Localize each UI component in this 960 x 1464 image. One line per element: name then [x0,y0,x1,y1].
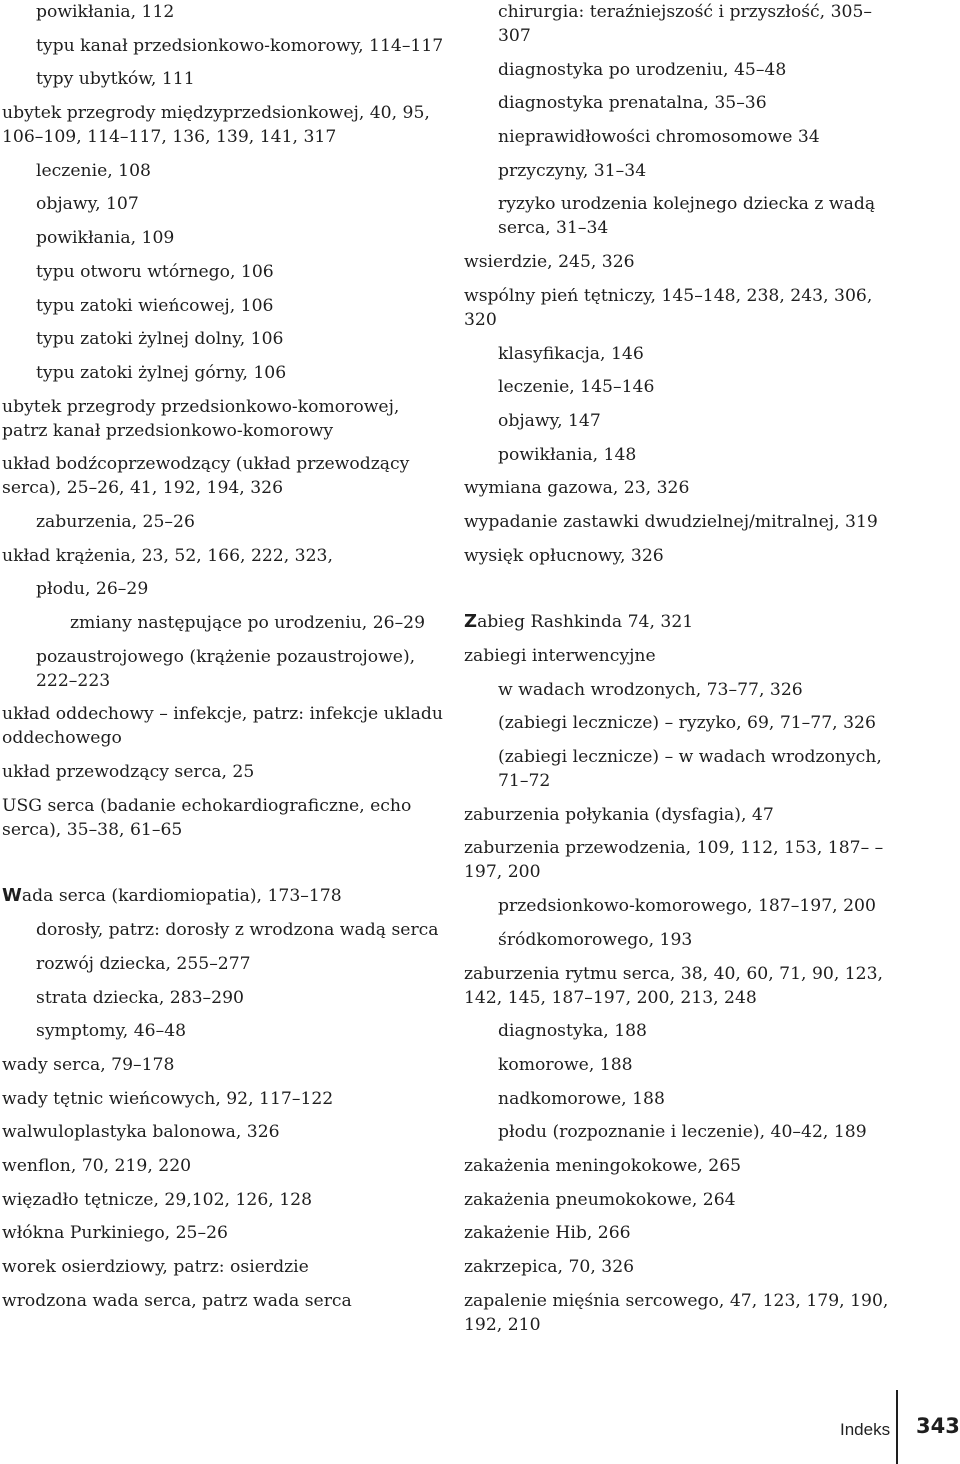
index-entry-text: diagnostyka prenatalna, 35–36 [498,93,767,114]
index-entry-text: przedsionkowo-komorowego, 187–197, 200 [498,896,876,917]
index-entry-text: płodu (rozpoznanie i leczenie), 40–42, 189 [498,1122,867,1143]
index-entry-text: leczenie, 108 [36,160,151,181]
index-entry [464,1221,904,1245]
page-number: 343 [916,1414,960,1438]
index-entry [464,476,904,500]
index-entry [2,1221,447,1245]
index-entry [2,101,447,149]
index-entry-text: komorowe, 188 [498,1054,633,1075]
footer-divider [896,1390,898,1464]
index-entry-text: chirurgia: teraźniejszość i przyszłość, 305–307 [498,2,873,46]
index-entry-text: śródkomorowego, 193 [498,929,693,950]
index-entry [464,510,904,534]
index-entry [2,1289,447,1313]
index-entry [2,1120,447,1144]
index-subentry [464,375,904,399]
index-entry-text: ubytek przegrody międzyprzedsionkowej, 40, 95, 106–109, 114–117, 136, 139, 141, 317 [2,103,430,148]
index-entry-text: zakażenia meningokokowe, 265 [464,1155,742,1176]
index-entry-text: objawy, 107 [36,194,139,215]
index-entry-text: włókna Purkiniego, 25–26 [2,1223,228,1244]
index-entry-text: strata dziecka, 283–290 [36,987,244,1008]
index-entry-text: typu otworu wtórnego, 106 [36,261,274,282]
index-entry-text: układ bodźcoprzewodzący (układ przewodzący serca), 25–26, 41, 192, 194, 326 [2,454,410,499]
index-entry [2,452,447,500]
index-entry-text: zakażenie Hib, 266 [464,1223,631,1244]
index-entry [464,1154,904,1178]
index-subentry [2,986,447,1010]
index-entry-text: typu zatoki wieńcowej, 106 [36,295,274,316]
index-entry [464,803,904,827]
index-subentry [464,928,904,952]
section-initial-letter: W [2,885,22,907]
index-subentry [464,711,904,735]
index-subentry [2,952,447,976]
index-entry [464,1289,904,1337]
index-subentry [2,918,447,942]
index-entry-text: więzadło tętnicze, 29,102, 126, 128 [2,1189,313,1210]
index-entry-text: walwuloplastyka balonowa, 326 [2,1122,280,1143]
index-entry-text: ubytek przegrody przedsionkowo-komorowej, patrz kanał przedsionkowo-komorowy [2,396,400,441]
index-subentry [464,1019,904,1043]
index-entry-text: powikłania, 109 [36,228,175,249]
index-entry-text: objawy, 147 [498,410,601,431]
index-subentry [464,1120,904,1144]
index-entry-text: dorosły, patrz: dorosły z wrodzona wadą serca [36,920,439,941]
index-subentry [2,611,447,635]
index-entry-text: płodu, 26–29 [36,579,149,600]
index-subentry [464,443,904,467]
index-entry-text: wysięk opłucnowy, 326 [464,545,664,566]
index-entry-text: zaburzenia rytmu serca, 38, 40, 60, 71, 90, 123, 142, 145, 187–197, 200, 213, 248 [464,963,884,1008]
index-subentry [464,409,904,433]
index-entry-text: (zabiegi lecznicze) – ryzyko, 69, 71–77, 326 [498,713,876,734]
index-subentry [2,645,447,693]
index-subentry [2,510,447,534]
index-entry [2,1053,447,1077]
index-subentry [464,91,904,115]
index-entry-text: wymiana gazowa, 23, 326 [464,478,690,499]
index-subentry [2,67,447,91]
section-initial-letter: Z [464,611,478,633]
index-entry [2,395,447,443]
index-subentry [464,58,904,82]
index-subentry [464,894,904,918]
index-subentry [464,159,904,183]
index-entry-text: zaburzenia połykania (dysfagia), 47 [464,804,774,825]
index-entry-text: układ oddechowy – infekcje, patrz: infekcje ukladu oddechowego [2,704,443,749]
index-subentry [464,342,904,366]
index-entry-text: powikłania, 148 [498,444,637,465]
index-entry-text: (zabiegi lecznicze) – w wadach wrodzonych, 71–72 [498,747,882,792]
index-entry-text: ada serca (kardiomiopatia), 173–178 [21,886,342,907]
index-entry [2,884,447,908]
index-entry [464,644,904,668]
index-entry-text: zmiany następujące po urodzeniu, 26–29 [70,613,426,633]
index-entry-text: USG serca (badanie echokardiograficzne, echo serca), 35–38, 61–65 [2,795,412,840]
index-entry-text: wady tętnic wieńcowych, 92, 117–122 [2,1088,334,1109]
index-entry [2,544,447,568]
index-entry-text: zakażenia pneumokokowe, 264 [464,1189,736,1210]
footer-section-label: Indeks [840,1420,891,1439]
index-subentry [2,327,447,351]
index-entry-text: zaburzenia, 25–26 [36,511,195,532]
index-entry [2,1087,447,1111]
index-entry-text: zapalenie mięśnia sercowego, 47, 123, 179, 190, 192, 210 [464,1290,889,1335]
index-entry-text: zaburzenia przewodzenia, 109, 112, 153, 187– –197, 200 [464,838,884,883]
index-subentry [464,125,904,149]
index-subentry [2,0,447,24]
index-entry-text: nadkomorowe, 188 [498,1088,665,1109]
index-entry-text: abieg Rashkinda 74, 321 [477,612,694,633]
index-entry [2,794,447,842]
index-subentry [464,192,904,240]
index-entry-text: typy ubytków, 111 [36,69,195,90]
index-entry-text: pozaustrojowego (krążenie pozaustrojowe), 222–223 [36,646,416,691]
index-subentry [2,294,447,318]
index-entry-text: klasyfikacja, 146 [498,343,644,364]
index-entry-text: nieprawidłowości chromosomowe 34 [498,127,820,148]
index-entry-text: wsierdzie, 245, 326 [464,252,635,273]
index-entry-text: w wadach wrodzonych, 73–77, 326 [498,679,803,700]
index-entry [464,962,904,1010]
index-subentry [2,226,447,250]
index-subentry [2,577,447,601]
section-gap [464,577,904,610]
index-entry-text: symptomy, 46–48 [36,1021,187,1042]
index-entry-text: układ krążenia, 23, 52, 166, 222, 323, [2,545,333,566]
index-subentry [2,192,447,216]
index-subentry [464,1053,904,1077]
index-entry [464,1188,904,1212]
index-entry [464,836,904,884]
index-entry-text: diagnostyka po urodzeniu, 45–48 [498,59,787,80]
index-entry-text: typu zatoki żylnej górny, 106 [36,362,287,383]
index-entry [464,1255,904,1279]
index-subentry [464,1087,904,1111]
index-entry-text: układ przewodzący serca, 25 [2,762,255,783]
index-entry-text: ryzyko urodzenia kolejnego dziecka z wadą serca, 31–34 [498,194,876,239]
index-entry-text: wenflon, 70, 219, 220 [2,1155,192,1176]
index-entry-text: wady serca, 79–178 [2,1054,175,1075]
index-entry [464,544,904,568]
index-entry-text: diagnostyka, 188 [498,1021,647,1042]
index-subentry [464,745,904,793]
index-entry-text: wypadanie zastawki dwudzielnej/mitralnej, 319 [464,511,878,532]
index-entry [2,1188,447,1212]
index-entry [2,760,447,784]
index-entry-text: wrodzona wada serca, patrz wada serca [2,1290,352,1311]
index-entry [464,284,904,332]
index-entry-text: zabiegi interwencyjne [464,646,656,666]
section-gap [2,851,447,884]
index-subentry [2,361,447,385]
index-entry-text: wspólny pień tętniczy, 145–148, 238, 243, 306, 320 [464,285,873,330]
index-subentry [2,34,447,58]
index-entry-text: zakrzepica, 70, 326 [464,1257,635,1277]
index-entry-text: typu kanał przedsionkowo-komorowy, 114–117 [36,35,444,56]
index-entry-text: typu zatoki żylnej dolny, 106 [36,329,284,350]
index-entry [464,250,904,274]
index-entry [2,702,447,750]
index-subentry [2,159,447,183]
index-entry [464,610,904,634]
index-subentry [464,678,904,702]
index-entry-text: powikłania, 112 [36,2,175,22]
index-subentry [2,260,447,284]
index-entry-text: rozwój dziecka, 255–277 [36,953,251,974]
index-entry [2,1255,447,1279]
index-entry-text: leczenie, 145–146 [498,377,655,398]
index-subentry [2,1019,447,1043]
index-column-right [464,0,904,1346]
index-entry-text: przyczyny, 31–34 [498,160,647,181]
index-column-left [2,0,447,1322]
index-subentry [464,0,904,48]
index-entry [2,1154,447,1178]
index-entry-text: worek osierdziowy, patrz: osierdzie [2,1257,309,1277]
